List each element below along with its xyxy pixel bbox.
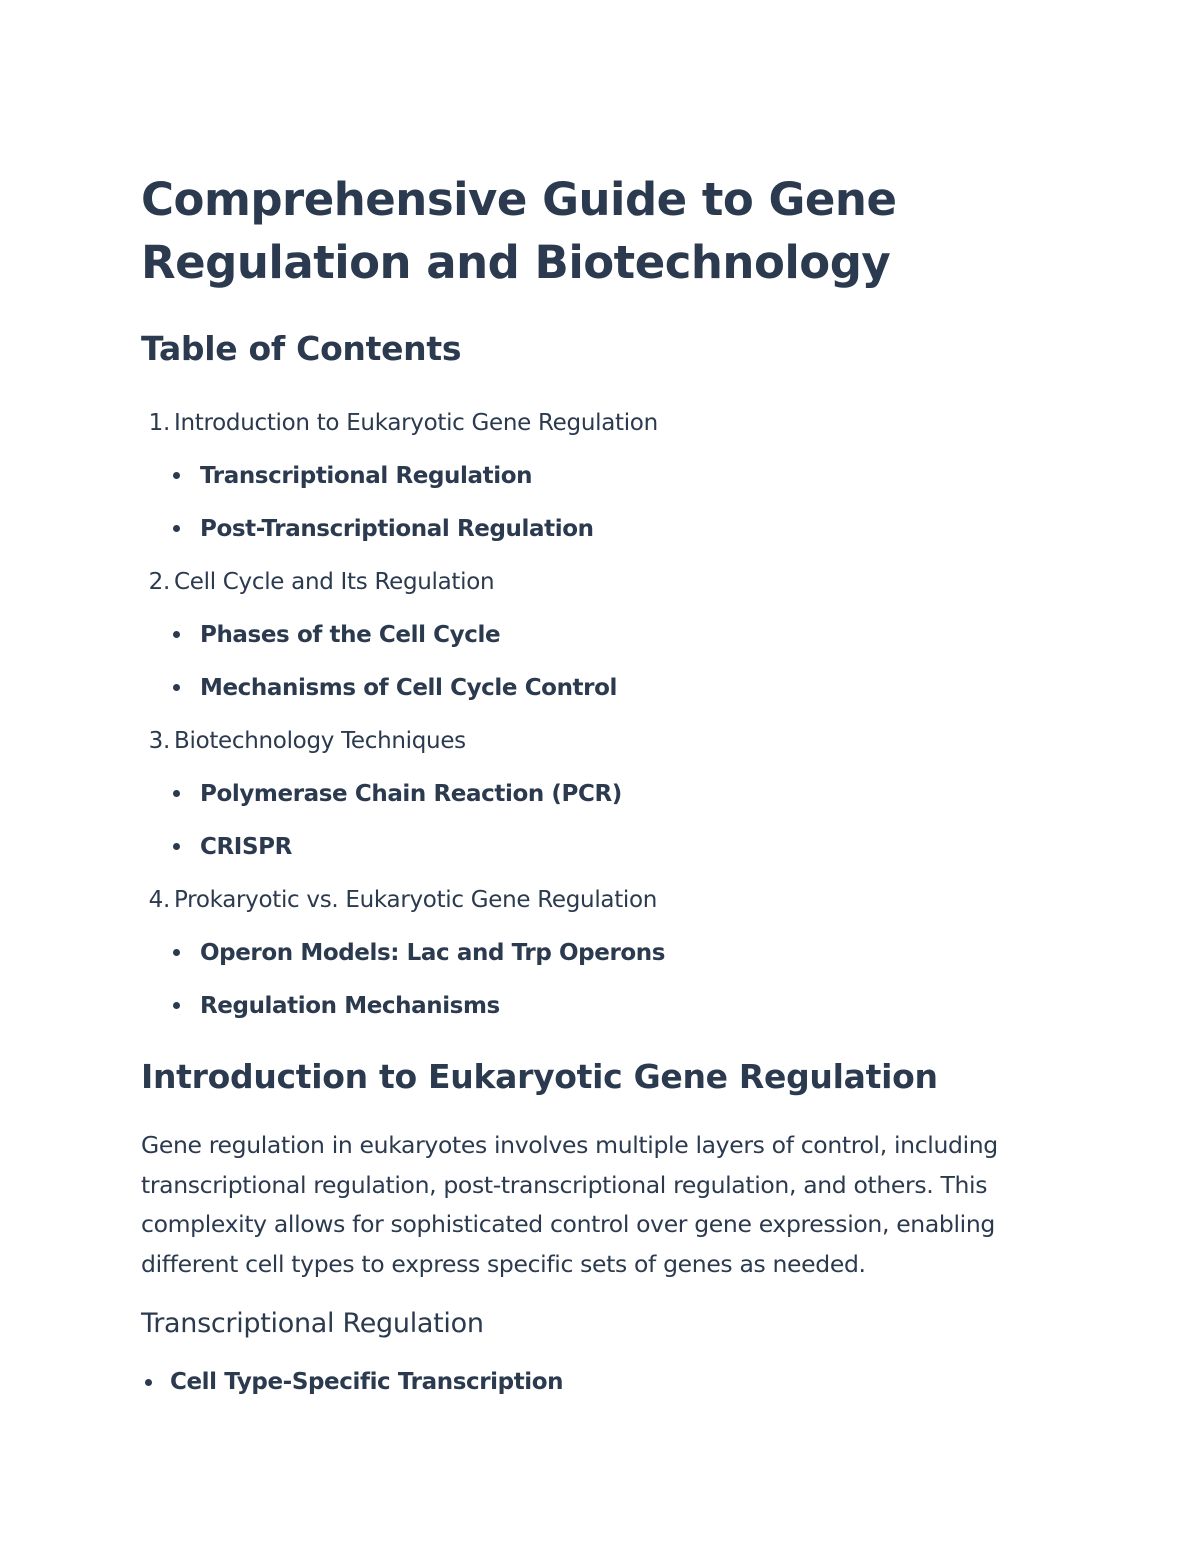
toc-subitem[interactable] xyxy=(141,926,1081,979)
subsection-heading: Transcriptional Regulation xyxy=(141,1308,484,1339)
toc-subitem-label: Post-Transcriptional Regulation xyxy=(200,515,594,542)
bullet-icon xyxy=(173,949,180,956)
bullet-icon xyxy=(173,843,180,850)
toc-subitem[interactable] xyxy=(141,661,1081,714)
toc-number: 3. xyxy=(148,727,170,754)
toc-subitem-label: Phases of the Cell Cycle xyxy=(200,621,501,648)
toc-subitem[interactable] xyxy=(141,502,1081,555)
toc-number: 1. xyxy=(148,409,170,436)
toc-entry[interactable] xyxy=(141,396,1081,449)
list-item xyxy=(141,1358,1081,1406)
toc-item-4 xyxy=(141,873,1081,1032)
bullet-icon xyxy=(173,684,180,691)
toc-entry[interactable] xyxy=(141,555,1081,608)
bullet-icon xyxy=(173,631,180,638)
document-content xyxy=(141,168,1081,1406)
toc-entry[interactable] xyxy=(141,873,1081,926)
toc-subitem[interactable] xyxy=(141,979,1081,1032)
toc-subitem[interactable] xyxy=(141,820,1081,873)
toc-subitem[interactable] xyxy=(141,608,1081,661)
toc-subitem-label: Regulation Mechanisms xyxy=(200,992,500,1019)
toc-entry[interactable] xyxy=(141,714,1081,767)
bullet-icon xyxy=(173,472,180,479)
toc-subitem-label: Transcriptional Regulation xyxy=(200,462,533,489)
toc-subitem-label: CRISPR xyxy=(200,833,292,860)
section-paragraph: Gene regulation in eukaryotes involves multiple layers of control, including transcriptional regulation, post-transcriptional regulation, and others. This complexity allows for sophisticated control over gene expression, enabling different cell types to express specific sets of genes as needed. xyxy=(141,1131,998,1278)
toc-label: Introduction to Eukaryotic Gene Regulation xyxy=(174,409,658,436)
bullet-icon xyxy=(173,1002,180,1009)
section-heading: Introduction to Eukaryotic Gene Regulation xyxy=(141,1057,938,1096)
toc-subitem-label: Mechanisms of Cell Cycle Control xyxy=(200,674,617,701)
table-of-contents xyxy=(141,396,1081,1032)
bullet-icon xyxy=(145,1379,152,1386)
bullet-icon xyxy=(173,525,180,532)
toc-subitem[interactable] xyxy=(141,767,1081,820)
toc-item-1 xyxy=(141,396,1081,555)
toc-sublist xyxy=(141,449,1081,555)
toc-sublist xyxy=(141,608,1081,714)
toc-item-3 xyxy=(141,714,1081,873)
toc-label: Biotechnology Techniques xyxy=(174,727,466,754)
toc-label: Prokaryotic vs. Eukaryotic Gene Regulation xyxy=(174,886,658,913)
toc-sublist xyxy=(141,926,1081,1032)
toc-subitem-label: Polymerase Chain Reaction (PCR) xyxy=(200,780,622,807)
toc-sublist xyxy=(141,767,1081,873)
document-title: Comprehensive Guide to Gene Regulation and Biotechnology xyxy=(141,173,897,289)
toc-number: 2. xyxy=(148,568,170,595)
toc-subitem-label: Operon Models: Lac and Trp Operons xyxy=(200,939,666,966)
toc-subitem[interactable] xyxy=(141,449,1081,502)
section-list xyxy=(141,1358,1081,1406)
toc-item-2 xyxy=(141,555,1081,714)
toc-number: 4. xyxy=(148,886,170,913)
list-item-label: Cell Type-Specific Transcription xyxy=(170,1369,564,1395)
toc-heading: Table of Contents xyxy=(141,329,462,368)
toc-label: Cell Cycle and Its Regulation xyxy=(174,568,495,595)
bullet-icon xyxy=(173,790,180,797)
